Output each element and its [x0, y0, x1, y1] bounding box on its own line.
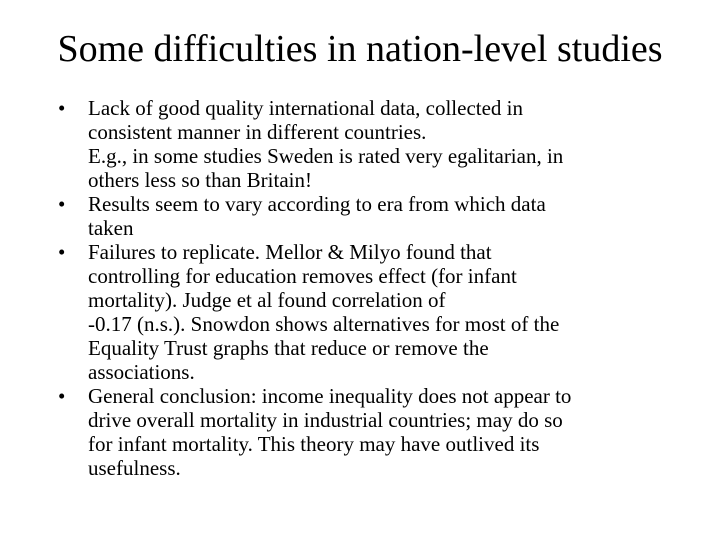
slide-title: Some difficulties in nation-level studies	[57, 28, 663, 70]
bullet-line: E.g., in some studies Sweden is rated very egalitarian, in	[88, 144, 564, 168]
bullet-item-era	[58, 192, 658, 240]
bullet-line: mortality). Judge et al found correlation of	[88, 288, 446, 312]
bullet-icon: •	[58, 384, 66, 408]
bullet-line: Failures to replicate. Mellor & Milyo found that	[88, 240, 492, 264]
bullet-line: Results seem to vary according to era from which data	[88, 192, 546, 216]
bullet-line: for infant mortality. This theory may have outlived its	[88, 432, 540, 456]
bullet-line: others less so than Britain!	[88, 168, 312, 192]
bullet-line: -0.17 (n.s.). Snowdon shows alternatives for most of the	[88, 312, 560, 336]
bullet-icon: •	[58, 96, 66, 120]
bullet-item-replication	[58, 240, 658, 384]
bullet-line: usefulness.	[88, 456, 181, 480]
bullet-line: Equality Trust graphs that reduce or remove the	[88, 336, 489, 360]
bullet-line: taken	[88, 216, 134, 240]
bullet-line: General conclusion: income inequality does not appear to	[88, 384, 572, 408]
bullet-icon: •	[58, 240, 66, 264]
bullet-line: associations.	[88, 360, 195, 384]
bullet-item-data-quality	[58, 96, 658, 192]
bullet-item-conclusion	[58, 384, 658, 480]
bullet-line: Lack of good quality international data, collected in	[88, 96, 524, 120]
bullet-line: controlling for education removes effect (for infant	[88, 264, 517, 288]
bullet-line: drive overall mortality in industrial countries; may do so	[88, 408, 563, 432]
bullet-line: consistent manner in different countries.	[88, 120, 427, 144]
bullet-icon: •	[58, 192, 66, 216]
bullet-list	[58, 96, 658, 480]
